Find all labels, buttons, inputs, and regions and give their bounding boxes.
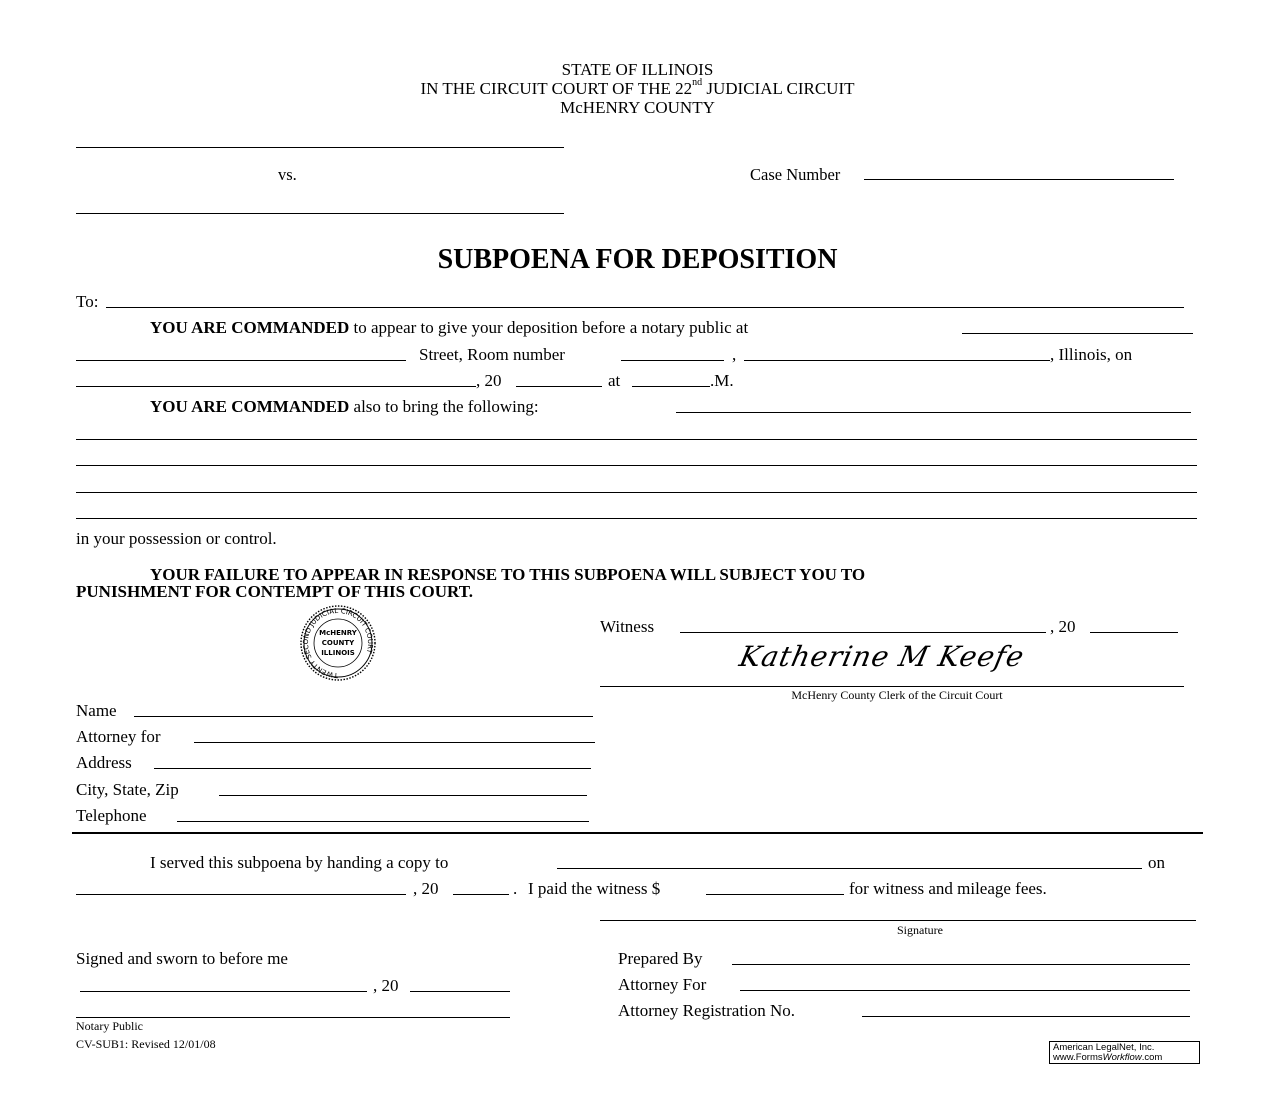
bring-line-2[interactable] (76, 465, 1197, 466)
signed-sworn-text: Signed and sworn to before me (76, 949, 288, 968)
commanded-bring (150, 397, 539, 417)
warning-line-1: YOUR FAILURE TO APPEAR IN RESPONSE TO THIS SUBPOENA WILL SUBJECT YOU TO (150, 565, 866, 584)
registration-label: Attorney Registration No. (618, 1001, 796, 1020)
legalnet-post: .com (1141, 1052, 1163, 1063)
case-number-label: Case Number (750, 165, 841, 184)
clerk-signature: Katherine M Keefe (736, 640, 1028, 673)
city-line[interactable] (744, 360, 1050, 361)
name-label: Name (76, 701, 117, 720)
name-line[interactable] (134, 716, 593, 717)
possession-text: in your possession or control. (76, 529, 277, 548)
legalnet-line-2 (1053, 1053, 1199, 1063)
clerk-title: McHenry County Clerk of the Circuit Court (791, 688, 1003, 702)
at-label: at (608, 371, 621, 390)
court-circuit-sup: nd (692, 77, 703, 88)
seal-line-3: ILLINOIS (321, 649, 355, 657)
on-label: on (1148, 853, 1165, 872)
served-to-line[interactable] (557, 868, 1142, 869)
fees-text: for witness and mileage fees. (849, 879, 1047, 898)
bring-line-4[interactable] (76, 518, 1197, 519)
clerk-signature-line (600, 686, 1184, 687)
notary-location-line[interactable] (962, 333, 1193, 334)
prepared-attorney-for-line[interactable] (740, 990, 1190, 991)
prepared-by-line[interactable] (732, 964, 1190, 965)
city-state-zip-line[interactable] (219, 795, 587, 796)
telephone-label: Telephone (76, 806, 147, 825)
plaintiff-line[interactable] (76, 147, 564, 148)
notary-year-line[interactable] (410, 991, 510, 992)
date-line[interactable] (76, 386, 476, 387)
seal-graphic (278, 605, 398, 683)
server-signature-line[interactable] (600, 920, 1196, 921)
service-period: . (513, 879, 518, 898)
legalnet-pre: www.Forms (1053, 1052, 1103, 1063)
court-circuit (0, 79, 1275, 99)
form-id: CV-SUB1: Revised 12/01/08 (76, 1037, 216, 1051)
seal-line-2: COUNTY (321, 639, 355, 647)
vs-label: vs. (278, 165, 297, 184)
prepared-by-label: Prepared By (618, 949, 703, 968)
city-state-zip-label: City, State, Zip (76, 780, 179, 799)
defendant-line[interactable] (76, 213, 564, 214)
prepared-attorney-for-label: Attorney For (618, 975, 707, 994)
time-line[interactable] (632, 386, 710, 387)
to-line[interactable] (106, 307, 1184, 308)
court-county: McHENRY COUNTY (560, 98, 715, 117)
signature-label: Signature (897, 923, 943, 937)
service-date-line[interactable] (76, 894, 406, 895)
court-state: STATE OF ILLINOIS (561, 60, 714, 79)
attorney-for-line[interactable] (194, 742, 595, 743)
seal-ring-text: TWENTY SECOND JUDICIAL CIRCUIT COURT (301, 606, 375, 680)
warning-line-2: PUNISHMENT FOR CONTEMPT OF THIS COURT. (76, 582, 474, 601)
bring-line-0[interactable] (676, 412, 1191, 413)
telephone-line[interactable] (177, 821, 589, 822)
year-line[interactable] (516, 386, 602, 387)
seal-line-1: McHENRY (319, 629, 357, 637)
comma-label: , (732, 345, 737, 364)
service-year-line[interactable] (453, 894, 509, 895)
year-prefix-label: , 20 (476, 371, 502, 390)
address-line[interactable] (76, 360, 406, 361)
address-field-line[interactable] (154, 768, 591, 769)
bring-line-1[interactable] (76, 439, 1197, 440)
paid-amount-line[interactable] (706, 894, 844, 895)
commanded-bold: YOU ARE COMMANDED (150, 318, 350, 337)
commanded-appear (150, 318, 748, 338)
commanded2-bold: YOU ARE COMMANDED (150, 397, 350, 416)
bring-text: also to bring the following: (349, 397, 539, 416)
witness-label: Witness (600, 617, 655, 636)
service-year-label: , 20 (413, 879, 439, 898)
notary-year-label: , 20 (373, 976, 399, 995)
illinois-on-label: , Illinois, on (1050, 345, 1133, 364)
legalnet-line-1: American LegalNet, Inc. (1053, 1042, 1155, 1053)
served-text: I served this subpoena by handing a copy to (150, 853, 449, 872)
registration-line[interactable] (862, 1016, 1190, 1017)
notary-signature-line[interactable] (76, 1017, 510, 1018)
legalnet-box[interactable] (1049, 1041, 1200, 1064)
witness-line[interactable] (680, 632, 1046, 633)
witness-year-line[interactable] (1090, 632, 1178, 633)
court-circuit-post: JUDICIAL CIRCUIT (702, 79, 855, 98)
notary-public-label: Notary Public (76, 1019, 143, 1033)
section-separator (72, 832, 1203, 834)
notary-date-line[interactable] (80, 991, 367, 992)
street-room-label: Street, Room number (419, 345, 565, 364)
paid-text: I paid the witness $ (528, 879, 661, 898)
case-number-line[interactable] (864, 179, 1174, 180)
court-seal (278, 605, 398, 683)
to-label: To: (76, 292, 99, 311)
appear-text: to appear to give your deposition before a notary public at (349, 318, 749, 337)
room-number-line[interactable] (621, 360, 724, 361)
address-label: Address (76, 753, 132, 772)
am-pm-label: .M. (710, 371, 734, 390)
legalnet-italic: Workflow (1102, 1052, 1142, 1063)
document-title: SUBPOENA FOR DEPOSITION (437, 244, 838, 275)
bring-line-3[interactable] (76, 492, 1197, 493)
court-circuit-pre: IN THE CIRCUIT COURT OF THE 22 (420, 79, 693, 98)
witness-year-label: , 20 (1050, 617, 1076, 636)
attorney-for-label: Attorney for (76, 727, 161, 746)
